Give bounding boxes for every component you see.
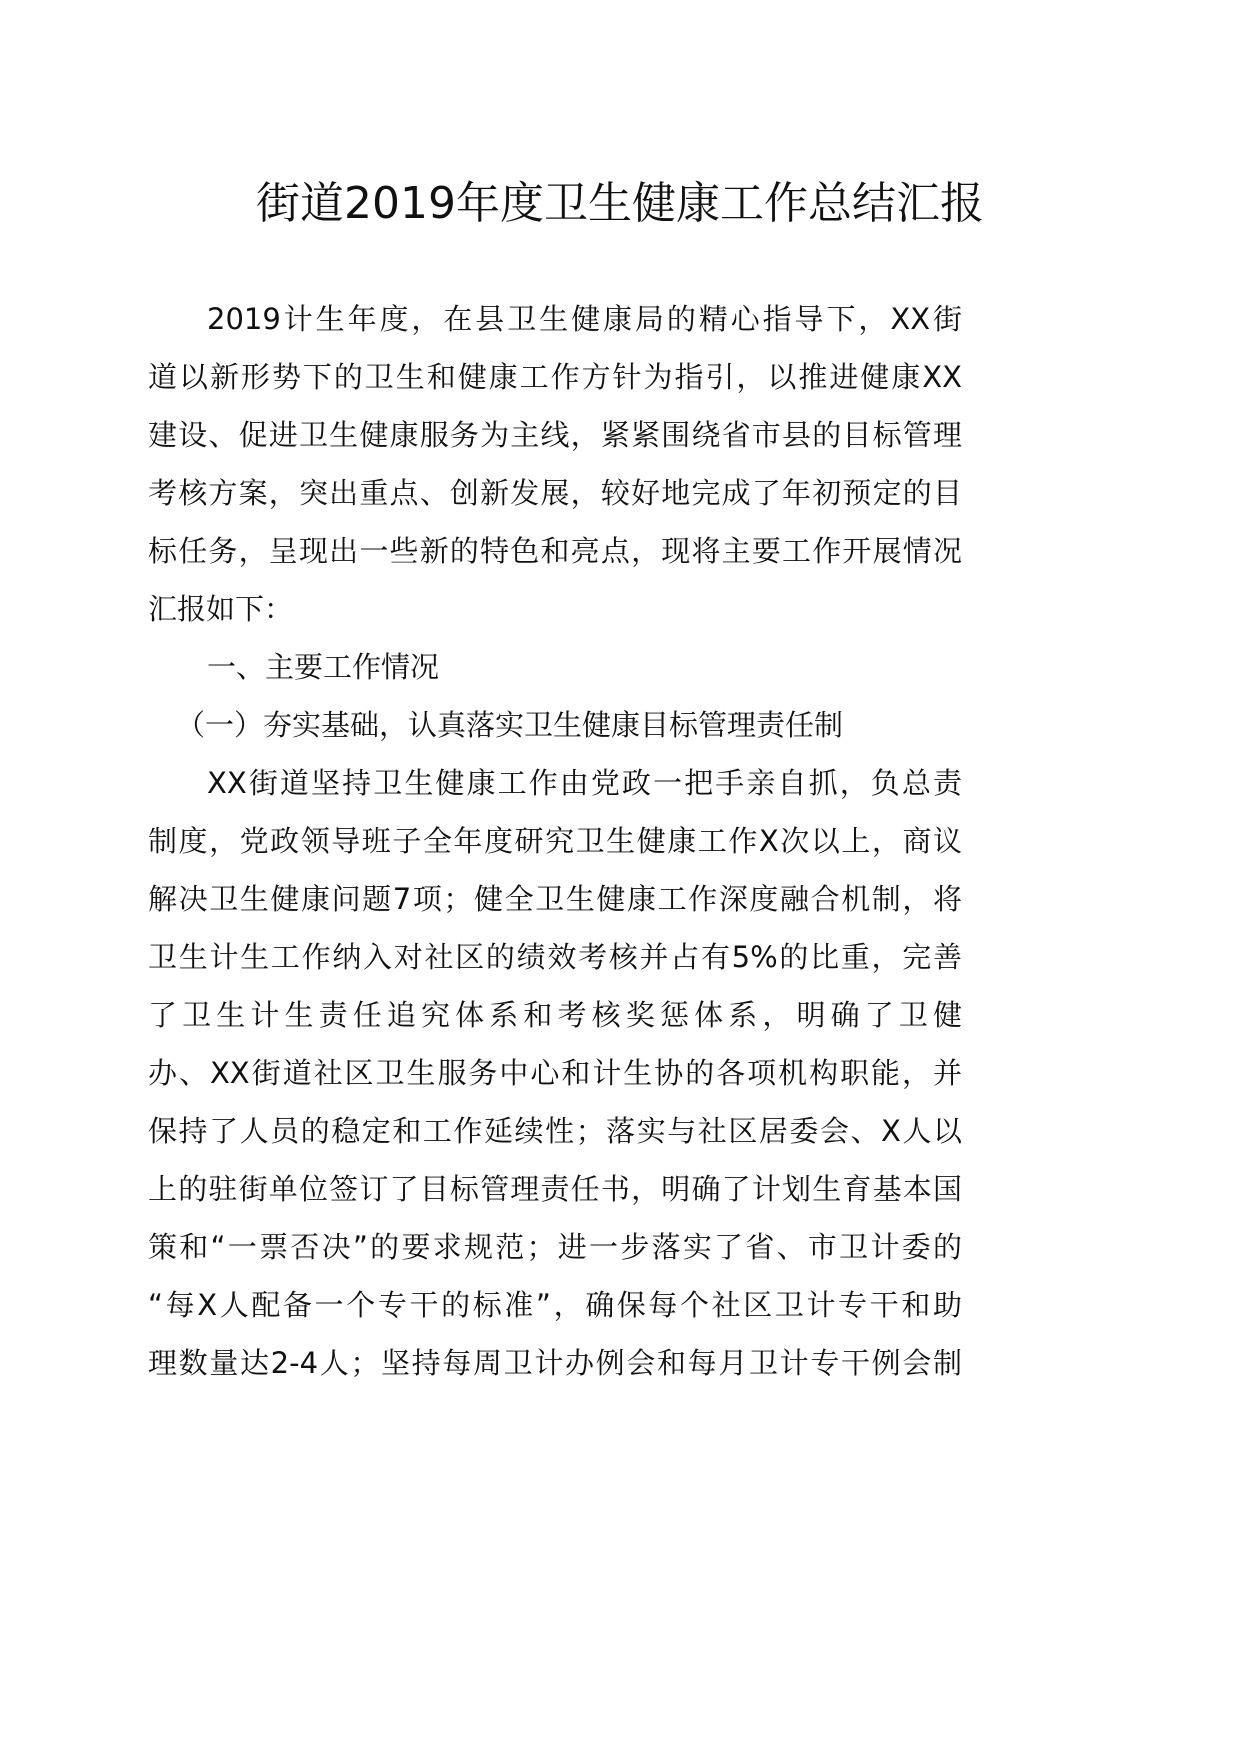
paragraph-2-line-6: 办、XX街道社区卫生服务中心和计生协的各项机构职能，并 — [148, 1056, 962, 1090]
paragraph-1-line-5: 标任务，呈现出一些新的特色和亮点，现将主要工作开展情况 — [148, 534, 962, 568]
paragraph-2-line-11: 理数量达2-4人；坚持每周卫计办例会和每月卫计专干例会制 — [148, 1346, 962, 1380]
paragraph-2-line-3: 解决卫生健康问题7项；健全卫生健康工作深度融合机制，将 — [148, 882, 962, 916]
paragraph-1-line-4: 考核方案，突出重点、创新发展，较好地完成了年初预定的目 — [148, 476, 962, 510]
paragraph-2-line-5: 了卫生计生责任追究体系和考核奖惩体系，明确了卫健 — [148, 998, 962, 1032]
paragraph-2-line-7: 保持了人员的稳定和工作延续性；落实与社区居委会、X人以 — [148, 1114, 962, 1148]
paragraph-1-line-1: 2019计生年度，在县卫生健康局的精心指导下，XX街 — [207, 302, 962, 336]
subsection-heading-1: （一）夯实基础，认真落实卫生健康目标管理责任制 — [176, 708, 844, 742]
document-title: 街道2019年度卫生健康工作总结汇报 — [256, 178, 984, 229]
paragraph-1-line-2: 道以新形势下的卫生和健康工作方针为指引，以推进健康XX — [148, 360, 962, 394]
paragraph-1-line-6: 汇报如下： — [148, 592, 294, 626]
paragraph-2-line-4: 卫生计生工作纳入对社区的绩效考核并占有5%的比重，完善 — [148, 940, 962, 974]
paragraph-2-line-8: 上的驻街单位签订了目标管理责任书，明确了计划生育基本国 — [148, 1172, 962, 1206]
paragraph-2-line-2: 制度，党政领导班子全年度研究卫生健康工作X次以上，商议 — [148, 824, 962, 858]
paragraph-2-line-1: XX街道坚持卫生健康工作由党政一把手亲自抓，负总责 — [207, 766, 962, 800]
section-heading-main-work: 一、主要工作情况 — [207, 650, 440, 684]
paragraph-2-line-10: “每X人配备一个专干的标准”，确保每个社区卫计专干和助 — [148, 1288, 962, 1322]
paragraph-2-line-9: 策和“一票否决”的要求规范；进一步落实了省、市卫计委的 — [148, 1230, 962, 1264]
paragraph-1-line-3: 建设、促进卫生健康服务为主线，紧紧围绕省市县的目标管理 — [148, 418, 962, 452]
